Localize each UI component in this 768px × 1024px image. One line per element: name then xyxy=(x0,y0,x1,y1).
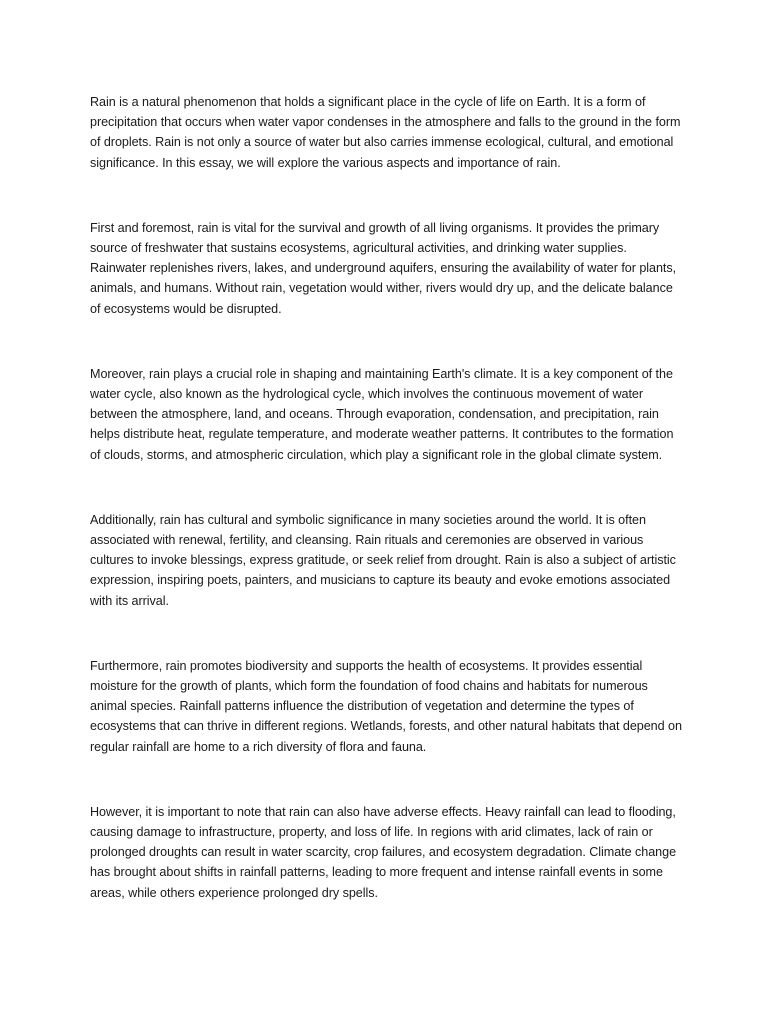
paragraph-intro: Rain is a natural phenomenon that holds a significant place in the cycle of life on Earth. It is a form of precipitation that occurs when water vapor condenses in the atmosphere and falls to the ground in the form of droplets. Rain is not only a source of water but also carries immense ecological, cultural, and emotional significance. In this essay, we will explore the various aspects and importance of rain. xyxy=(90,95,681,170)
paragraph-biodiversity: Furthermore, rain promotes biodiversity and supports the health of ecosystems. It provides essential moisture for the growth of plants, which form the foundation of food chains and habitats for numerous animal species. Rainfall patterns influence the distribution of vegetation and determine the types of ecosystems that can thrive in different regions. Wetlands, forests, and other natural habitats that depend on regular rainfall are home to a rich diversity of flora and fauna. xyxy=(90,658,682,754)
paragraph-culture: Additionally, rain has cultural and symbolic significance in many societies around the world. It is often associated with renewal, fertility, and cleansing. Rain rituals and ceremonies are observed in various cultures to invoke blessings, express gratitude, or seek relief from drought. Rain is also a subject of artistic expression, inspiring poets, painters, and musicians to capture its beauty and evoke emotions associated with its arrival. xyxy=(90,512,676,608)
essay-body xyxy=(90,92,686,903)
paragraph-adverse-effects: However, it is important to note that rain can also have adverse effects. Heavy rainfall can lead to flooding, causing damage to infrastructure, property, and loss of life. In regions with arid climates, lack of rain or prolonged droughts can result in water scarcity, crop failures, and ecosystem degradation. Climate change has brought about shifts in rainfall patterns, leading to more frequent and intense rainfall events in some areas, while others experience prolonged dry spells. xyxy=(90,804,677,900)
paragraph-climate: Moreover, rain plays a crucial role in shaping and maintaining Earth's climate. It is a key component of the water cycle, also known as the hydrological cycle, which involves the continuous movement of water between the atmosphere, land, and oceans. Through evaporation, condensation, and precipitation, rain helps distribute heat, regulate temperature, and moderate weather patterns. It contributes to the formation of clouds, storms, and atmospheric circulation, which play a significant role in the global climate system. xyxy=(90,366,674,462)
paragraph-survival: First and foremost, rain is vital for the survival and growth of all living organisms. It provides the primary source of freshwater that sustains ecosystems, agricultural activities, and drinking water supplies. Rainwater replenishes rivers, lakes, and underground aquifers, ensuring the availability of water for plants, animals, and humans. Without rain, vegetation would wither, rivers would dry up, and the delicate balance of ecosystems would be disrupted. xyxy=(90,220,677,316)
